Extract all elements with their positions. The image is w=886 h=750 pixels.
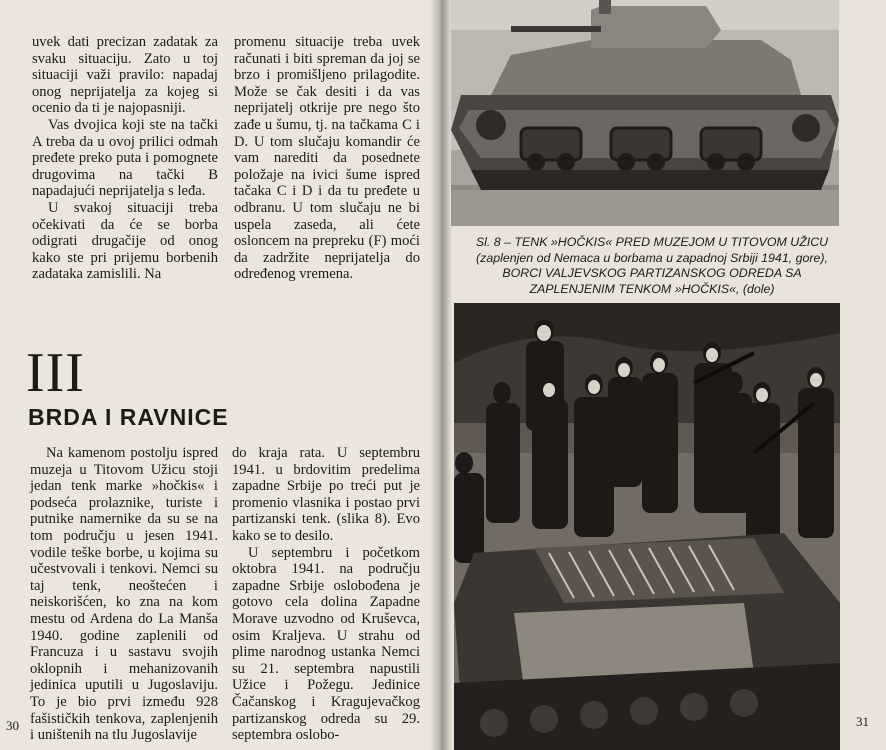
- text-column-3: [30, 445, 218, 744]
- paragraph: Vas dvojica koji ste na tački A treba da u ovoj prilici odmah pređete preko puta i pomognete drugovima na tački B napadajući neprijatelja s leđa.: [32, 116, 218, 200]
- book-gutter: [430, 0, 452, 750]
- photo-partisans-with-tank: [454, 303, 840, 750]
- page-number-right: 31: [856, 714, 869, 729]
- text-column-4: [232, 445, 420, 744]
- caption-line: ZAPLENJENIM TENKOM »HOČKIS«, (dole): [529, 281, 775, 296]
- left-page: [0, 0, 440, 750]
- text-column-1: [32, 34, 218, 283]
- paragraph: uvek dati precizan zadatak za svaku situaciju. Zato u toj situaciji važi pravilo: napadaj onog neprijatelja za kojeg si ocenio da ti je najopasniji.: [32, 34, 218, 117]
- caption-line: BORCI VALJEVSKOG PARTIZANSKOG ODREDA SA: [502, 266, 802, 280]
- chapter-title: BRDA I RAVNICE: [28, 404, 229, 430]
- caption-line: Sl. 8 – TENK »HOČKIS« PRED MUZEJOM U TITOVOM UŽICU: [475, 235, 829, 249]
- photo-tank-museum: [451, 0, 839, 226]
- chapter-number: III: [26, 342, 85, 404]
- photo-caption: [462, 235, 842, 297]
- caption-line: (zaplenjen od Nemaca u borbama u zapadnoj Srbiji 1941, gore),: [476, 250, 828, 265]
- paragraph: U septembru i početkom oktobra 1941. na području zapadne Srbije oslobođena je gotovo cela dolina Zapadne Morave uzvodno od Kruševca, osim Kraljeva. U strahu od plime narodnog ustanka Nemci su 21. septembra napustili Užice i Požegu. Jedinice Čačanskog i Kragujevačkog partizanskog odreda su 29. septembra oslobo-: [232, 544, 420, 744]
- paragraph: Na kamenom postolju ispred muzeja u Titovom Užicu stoji jedan tenk marke »hočkis« i podseća prolaznike, turiste i putnike namernike da su se na tom području u jesen 1941. vodile teške borbe, u kojima su učestvovali i tenkovi. Nemci su taj tenk, neoštećen i neiskorišćen, ko zna na kom mestu od Ardena do La Manša 1940. godine zaplenili od Francuza i u sastavu svojih oklopnih i mehanizovanih jedinica uputili u Jugoslaviju. To je bio prvi između 928 fašističkih tenkova, zaplenjenih i uništenih na tlu Jugoslavije: [30, 445, 218, 744]
- paragraph: do kraja rata. U septembru 1941. u brdovitim predelima zapadne Srbije po treći put je promenio vlasnika i postao prvi partizanski tenk. (slika 8). Evo kako se to desilo.: [232, 445, 420, 544]
- text-column-2: [234, 34, 420, 283]
- paragraph: promenu situacije treba uvek računati i biti spreman da joj se brzo i promišljeno prilagodite. Može se čak desiti i da vas neprijatelj otkrije pre nego što zađe u šumu, tj. na tačkama C i D. U tom slučaju komandir će vam narediti da posednete položaje na ivici šume ispred tačaka C i D i da tu pređete u odbranu. U tom slučaju ne bi uspela zaseda, ali ćete osloncem na prepreku (F) moći da zadržite neprijatelja do određenog vremena.: [234, 34, 420, 283]
- paragraph: U svakoj situaciji treba očekivati da će se borba odigrati drugačije od onog kako ste pri prijemu borbenih zadataka zamislili. Na: [32, 199, 218, 283]
- page-number-left: 30: [6, 718, 19, 733]
